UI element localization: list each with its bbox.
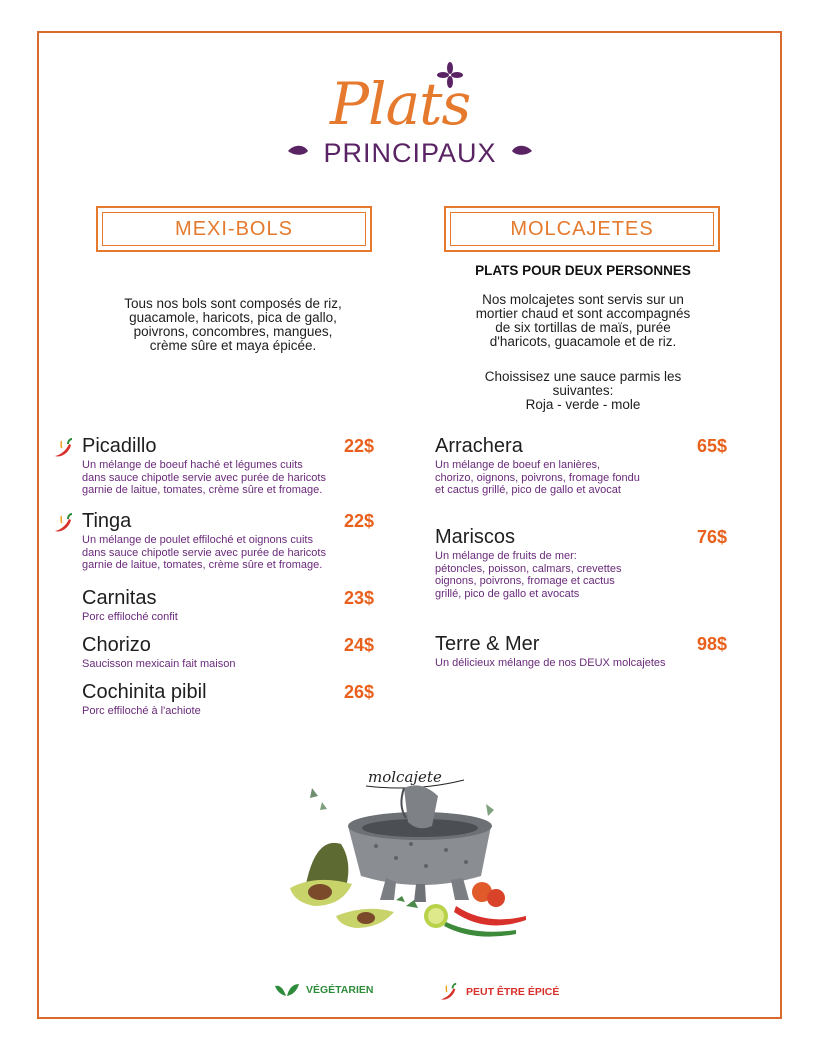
spicy-chili-icon bbox=[436, 982, 460, 1002]
title-script: Plats bbox=[330, 70, 471, 138]
item-description: Porc effiloché à l'achiote bbox=[82, 705, 201, 717]
item-description: Un délicieux mélange de nos DEUX molcajetes bbox=[435, 657, 666, 669]
item-name: Carnitas bbox=[82, 587, 157, 609]
section-header-label: MEXI-BOLS bbox=[171, 218, 297, 241]
molcajete-illustration bbox=[286, 766, 556, 946]
legend-spicy-label: PEUT ÊTRE ÉPICÉ bbox=[466, 986, 560, 998]
item-price: 65$ bbox=[697, 436, 728, 456]
item-name: Cochinita pibil bbox=[82, 681, 207, 703]
leaf-right-icon bbox=[510, 144, 534, 158]
item-description: Un mélange de fruits de mer: pétoncles, poisson, calmars, crevettes oignons, poivrons, fromage et cactus grillé, pico de gallo et avocats bbox=[435, 550, 622, 600]
item-name: Picadillo bbox=[82, 435, 157, 457]
item-name: Tinga bbox=[82, 510, 132, 532]
item-name: Terre & Mer bbox=[435, 633, 540, 655]
legend-spicy bbox=[436, 982, 559, 1002]
item-price: 23$ bbox=[344, 588, 375, 608]
molcajetes-intro: Nos molcajetes sont servis sur un mortier chaud et sont accompagnés de six tortillas de maïs, purée d'haricots, guacamole et de riz. bbox=[475, 292, 691, 349]
item-price: 22$ bbox=[344, 511, 375, 531]
item-name: Chorizo bbox=[82, 634, 151, 656]
mexi-bols-intro: Tous nos bols sont composés de riz, guacamole, haricots, pica de gallo, poivrons, concombres, mangues, crème sûre et maya épicée. bbox=[124, 296, 342, 353]
page-title bbox=[270, 60, 550, 170]
item-description: Un mélange de boeuf en lanières, chorizo, oignons, poivrons, fromage fondu et cactus grillé, pico de gallo et avocat bbox=[435, 459, 640, 496]
section-header-label: MOLCAJETES bbox=[506, 218, 657, 241]
molcajetes-subtitle: PLATS POUR DEUX PERSONNES bbox=[475, 263, 691, 278]
item-name: Arrachera bbox=[435, 435, 523, 457]
item-price: 22$ bbox=[344, 436, 375, 456]
item-name: Mariscos bbox=[435, 526, 516, 548]
item-description: Un mélange de poulet effiloché et oignons cuits dans sauce chipotle servie avec purée de haricots garnie de laitue, tomates, crème sûre et fromage. bbox=[82, 534, 326, 571]
legend-vegetarian bbox=[274, 982, 373, 998]
section-header-mexi-bols bbox=[96, 206, 372, 252]
illustration-label: molcajete bbox=[368, 768, 442, 786]
item-description: Saucisson mexicain fait maison bbox=[82, 658, 236, 670]
leaf-left-icon bbox=[286, 144, 310, 158]
item-price: 26$ bbox=[344, 682, 375, 702]
leaf-vegetarian-icon bbox=[274, 982, 300, 998]
section-header-molcajetes bbox=[444, 206, 720, 252]
molcajetes-sauce-choice: Choissisez une sauce parmis les suivantes: Roja - verde - mole bbox=[484, 369, 682, 412]
item-price: 76$ bbox=[697, 527, 728, 547]
item-price: 98$ bbox=[697, 634, 728, 654]
spicy-chili-icon bbox=[52, 512, 74, 534]
legend-vegetarian-label: VÉGÉTARIEN bbox=[306, 984, 374, 996]
item-description: Un mélange de boeuf haché et légumes cuits dans sauce chipotle servie avec purée de haricots garnie de laitue, tomates, crème sûre et fromage. bbox=[82, 459, 326, 496]
item-description: Porc effiloché confit bbox=[82, 611, 178, 623]
item-price: 24$ bbox=[344, 635, 375, 655]
spicy-chili-icon bbox=[52, 437, 74, 459]
title-subtitle: PRINCIPAUX bbox=[323, 138, 497, 168]
